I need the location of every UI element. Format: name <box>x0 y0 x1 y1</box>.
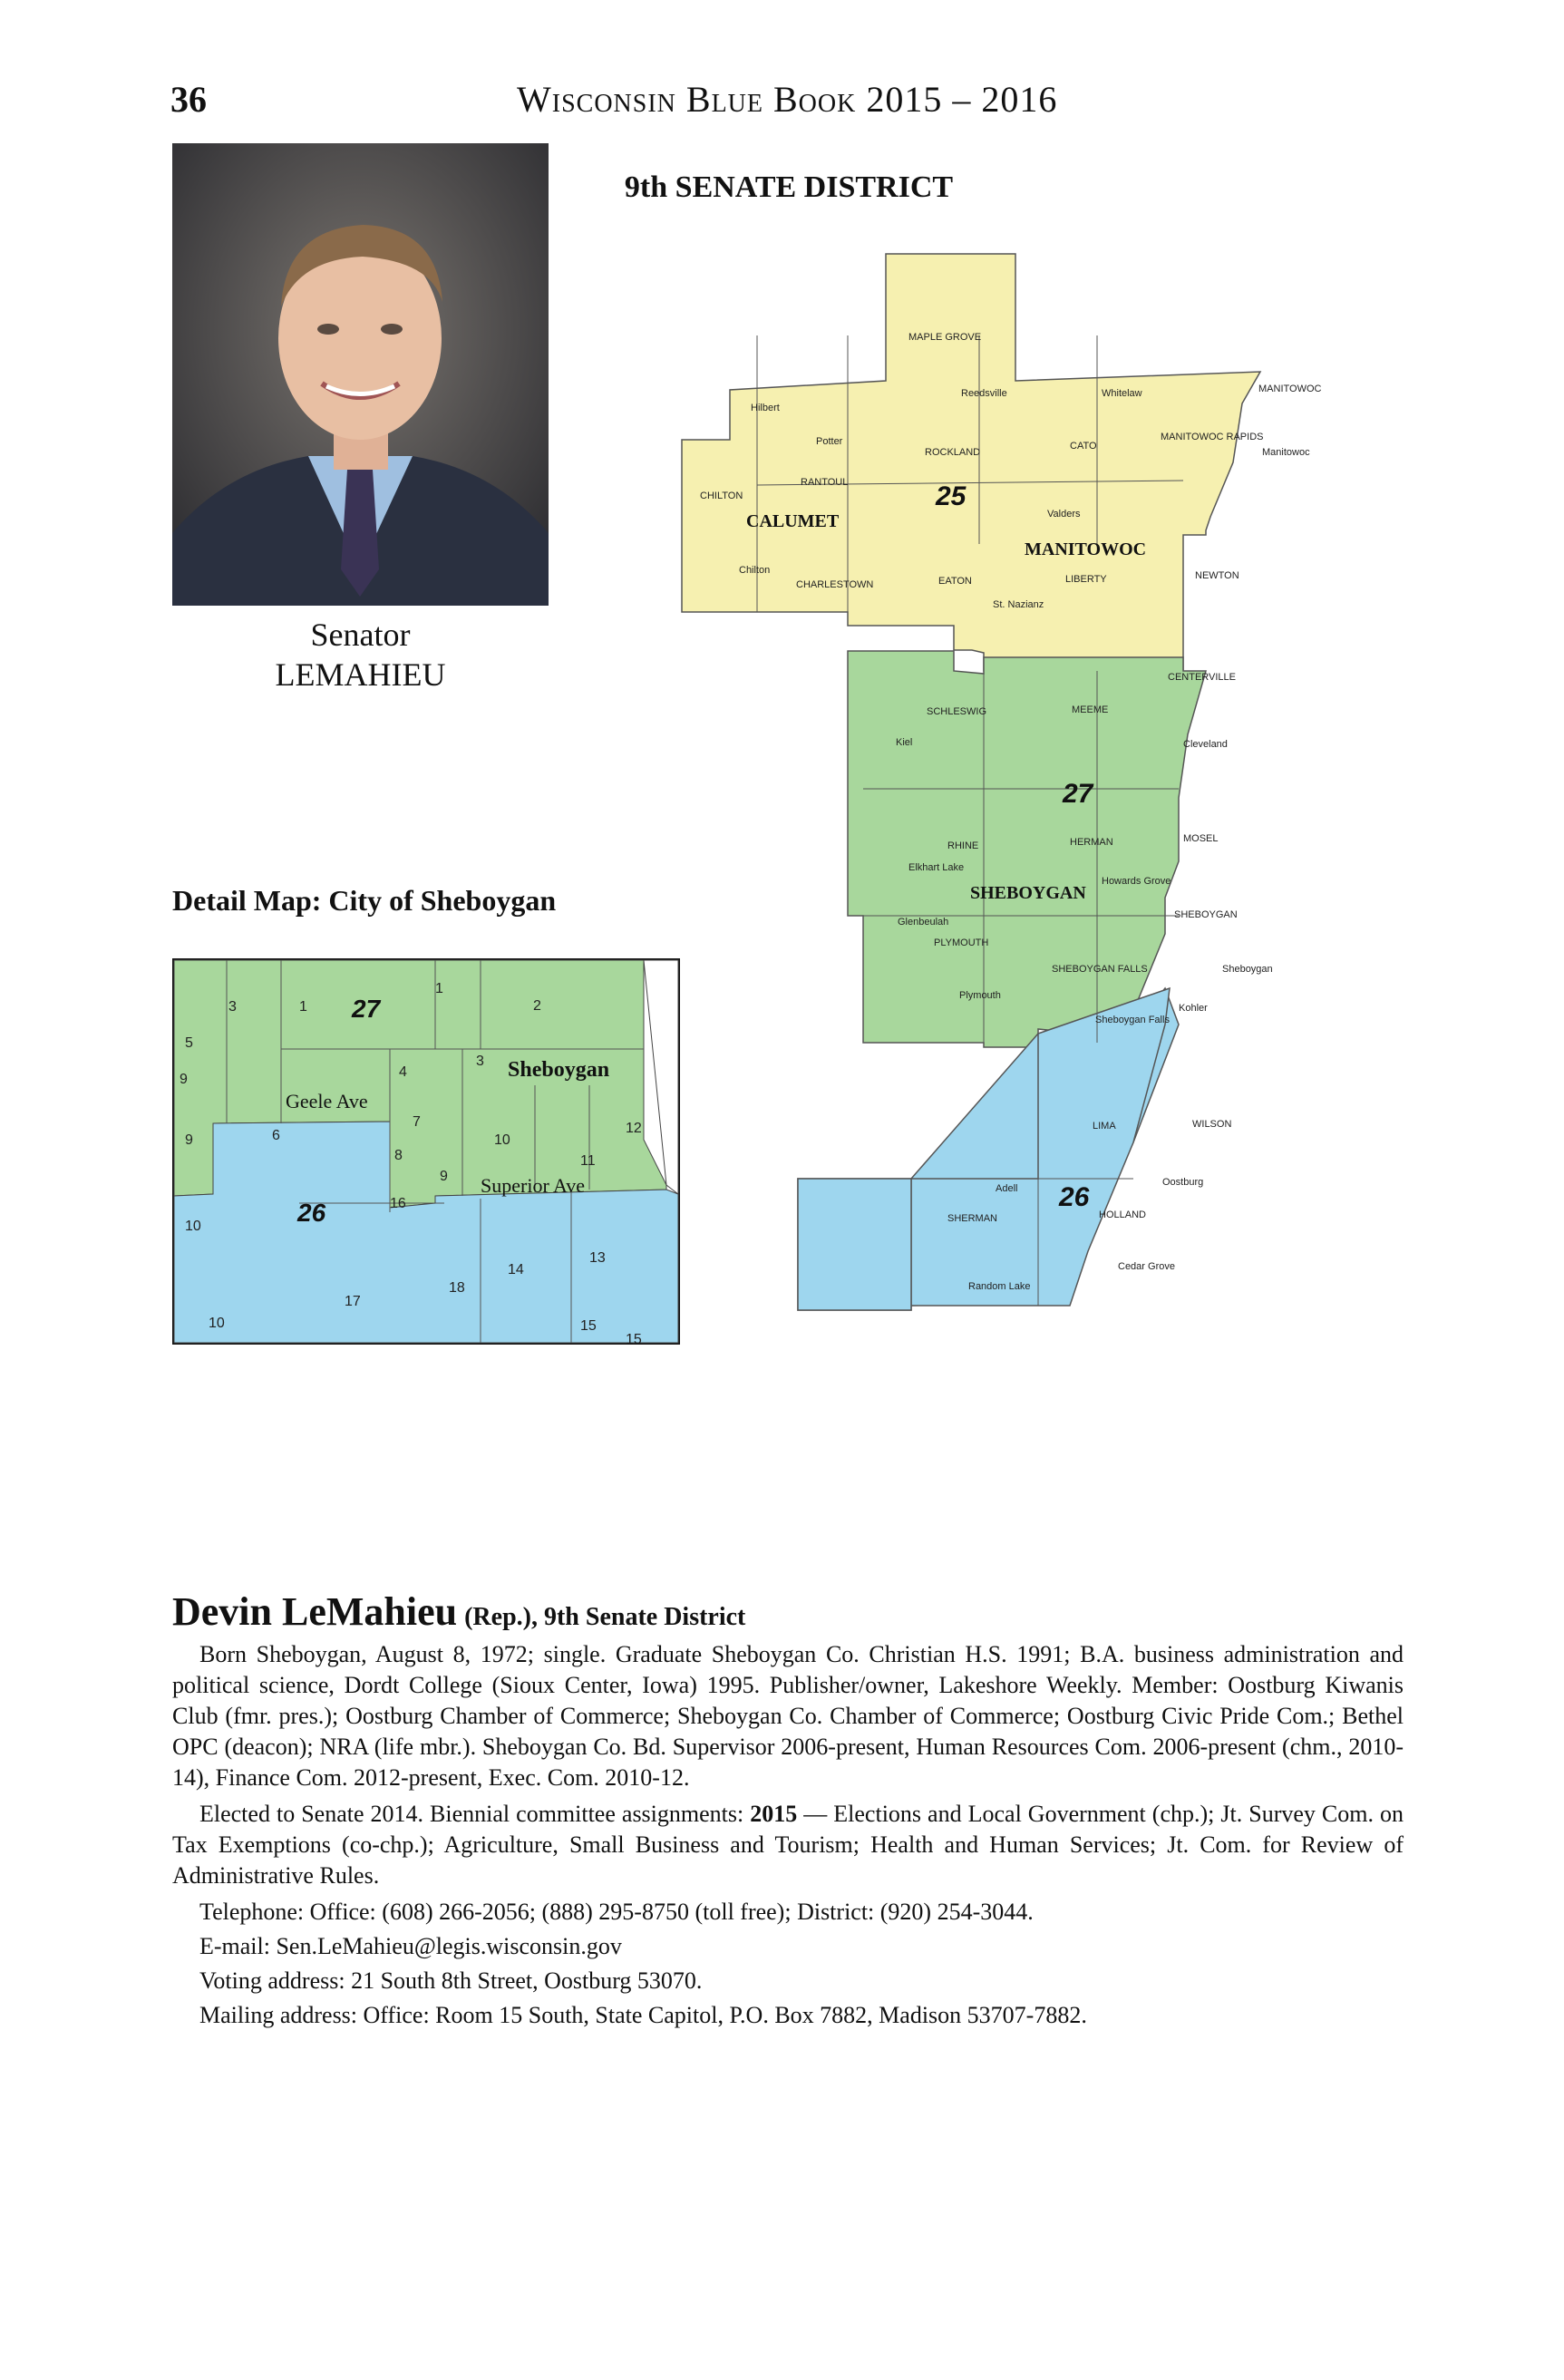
biography <box>172 1639 1404 2035</box>
bio-paragraph-committees <box>172 1799 1404 1891</box>
ward-number: 11 <box>580 1153 596 1169</box>
town-label: Oostburg <box>1162 1177 1204 1188</box>
telephone: Telephone: Office: (608) 266-2056; (888) 295-8750 (toll free); District: (920) 254-3044. <box>199 1899 1034 1925</box>
town-label: RANTOUL <box>801 477 849 488</box>
district-number-26: 26 <box>1059 1182 1090 1212</box>
town-label: St. Nazianz <box>993 599 1044 610</box>
ward-number: 5 <box>185 1035 193 1051</box>
town-label: WILSON <box>1192 1119 1232 1130</box>
running-head: Wisconsin Blue Book 2015 – 2016 <box>517 79 1058 120</box>
ward-number: 14 <box>508 1262 524 1277</box>
town-label: Manitowoc <box>1262 447 1310 458</box>
town-label: Kiel <box>896 737 913 748</box>
ward-number: 10 <box>185 1219 201 1234</box>
town-label: Potter <box>816 436 843 447</box>
town-label: Whitelaw <box>1102 388 1142 399</box>
town-label: Cedar Grove <box>1118 1261 1175 1272</box>
town-label: LIMA <box>1093 1121 1116 1132</box>
town-label: SHEBOYGAN FALLS <box>1052 964 1148 975</box>
portrait-image <box>172 143 549 606</box>
town-label: HOLLAND <box>1099 1209 1146 1220</box>
ward-number: 16 <box>390 1196 406 1211</box>
ward-number: 3 <box>228 999 237 1015</box>
ward-number: 13 <box>589 1250 606 1266</box>
town-label: Cleveland <box>1183 739 1228 750</box>
bio-heading <box>172 1588 745 1635</box>
town-label: Sheboygan <box>1222 964 1273 975</box>
town-label: Adell <box>996 1183 1018 1194</box>
committees-year: 2015 <box>750 1801 798 1827</box>
detail-district-number-27: 27 <box>352 995 381 1023</box>
county-label-calumet: CALUMET <box>746 511 840 531</box>
town-label: MOSEL <box>1183 833 1219 844</box>
town-label: Glenbeulah <box>898 917 949 928</box>
ward-number: 2 <box>533 998 541 1014</box>
party-district: (Rep.), 9th Senate District <box>464 1603 746 1631</box>
ward-number: 15 <box>626 1332 642 1345</box>
ward-number: 8 <box>394 1148 403 1163</box>
town-label: CHILTON <box>700 491 743 501</box>
ward-number: 4 <box>399 1064 407 1080</box>
town-label: MANITOWOC <box>1258 384 1322 394</box>
ward-number: 1 <box>299 999 307 1015</box>
photo-caption <box>172 615 549 695</box>
district-map <box>671 245 1351 1351</box>
town-label: Random Lake <box>968 1281 1031 1292</box>
town-label: EATON <box>938 576 972 587</box>
ward-number: 12 <box>626 1121 642 1136</box>
caption-title: Senator <box>310 617 411 653</box>
town-label: Sheboygan Falls <box>1095 1015 1170 1025</box>
town-label: MEEME <box>1072 704 1109 715</box>
town-label: Reedsville <box>961 388 1007 399</box>
town-label: MANITOWOC RAPIDS <box>1161 432 1264 442</box>
county-label-sheboygan: SHEBOYGAN <box>970 883 1086 903</box>
town-label: SHEBOYGAN <box>1174 909 1238 920</box>
district-map-title: 9th SENATE DISTRICT <box>624 170 954 204</box>
town-label: Plymouth <box>959 990 1001 1001</box>
street-label: Geele Ave <box>286 1090 368 1112</box>
page-number: 36 <box>170 79 207 120</box>
ward-number: 9 <box>440 1169 448 1184</box>
committees-list: — Elections and Local Government (chp.); Jt. Survey Com. on Tax Exemptions (co-chp.); Agriculture, Small Business and Tourism; Health and Human Services; Jt. Com. for Review of Administrative Rules. <box>172 1801 1404 1889</box>
city-label: Sheboygan <box>508 1058 610 1082</box>
town-label: SCHLESWIG <box>927 706 987 717</box>
senator-name: Devin LeMahieu <box>172 1589 458 1634</box>
town-label: CATO <box>1070 441 1097 452</box>
town-label: CHARLESTOWN <box>796 579 874 590</box>
caption-name: LEMAHIEU <box>275 656 446 693</box>
town-label: Hilbert <box>751 403 780 413</box>
town-label: NEWTON <box>1195 570 1239 581</box>
street-label: Superior Ave <box>481 1174 586 1197</box>
ward-number: 3 <box>476 1054 484 1069</box>
mailing-address: Mailing address: Office: Room 15 South, State Capitol, P.O. Box 7882, Madison 53707-7882. <box>199 2002 1087 2028</box>
ward-number: 10 <box>494 1132 510 1148</box>
town-label: HERMAN <box>1070 837 1113 848</box>
senator-photo <box>172 143 549 606</box>
district-number-27: 27 <box>1063 779 1093 809</box>
town-label: PLYMOUTH <box>934 937 989 948</box>
town-label: CENTERVILLE <box>1168 672 1236 683</box>
detail-map-title: Detail Map: City of Sheboygan <box>172 884 557 917</box>
ward-number: 6 <box>272 1128 280 1143</box>
ward-number: 1 <box>435 981 443 996</box>
town-label: SHERMAN <box>947 1213 998 1224</box>
county-label-manitowoc: MANITOWOC <box>1025 539 1147 559</box>
voting-address: Voting address: 21 South 8th Street, Oostburg 53070. <box>199 1967 703 1994</box>
ward-number: 10 <box>209 1316 225 1331</box>
town-label: Chilton <box>739 565 771 576</box>
town-label: ROCKLAND <box>925 447 981 458</box>
district-number-25: 25 <box>936 481 967 511</box>
town-label: Kohler <box>1179 1003 1208 1014</box>
town-label: Howards Grove <box>1102 876 1171 887</box>
town-label: LIBERTY <box>1065 574 1107 585</box>
town-label: Valders <box>1047 509 1081 520</box>
detail-map <box>172 958 680 1345</box>
town-label: RHINE <box>947 840 979 851</box>
town-label: Elkhart Lake <box>908 862 965 873</box>
detail-district-number-26: 26 <box>297 1199 326 1227</box>
ward-number: 17 <box>345 1294 361 1309</box>
ward-number: 18 <box>449 1280 465 1296</box>
bio-paragraph-background: Born Sheboygan, August 8, 1972; single. Graduate Sheboygan Co. Christian H.S. 1991; B.A. business administration and political science, Dordt College (Sioux Center, Iowa) 1995. Publisher/owner, Lakeshore Weekly. Member: Oostburg Kiwanis Club (fmr. pres.); Oostburg Chamber of Commerce; Sheboygan Co. Chamber of Commerce; Oostburg Civic Pride Com.; Bethel OPC (deacon); NRA (life mbr.). Sheboygan Co. Bd. Supervisor 2006-present, Human Resources Com. 2006-present (chm., 2010-14), Finance Com. 2012-present, Exec. Com. 2010-12. <box>172 1641 1404 1791</box>
ward-number: 7 <box>413 1114 421 1130</box>
district-27-area <box>848 651 1206 1047</box>
ward-number: 9 <box>180 1072 188 1087</box>
email: E-mail: Sen.LeMahieu@legis.wisconsin.gov <box>199 1933 622 1959</box>
committees-intro: Elected to Senate 2014. Biennial committee assignments: <box>199 1801 751 1827</box>
town-label: MAPLE GROVE <box>908 332 982 343</box>
district-25-area <box>682 254 1260 671</box>
ward-number: 9 <box>185 1132 193 1148</box>
ward-number: 15 <box>580 1318 597 1334</box>
